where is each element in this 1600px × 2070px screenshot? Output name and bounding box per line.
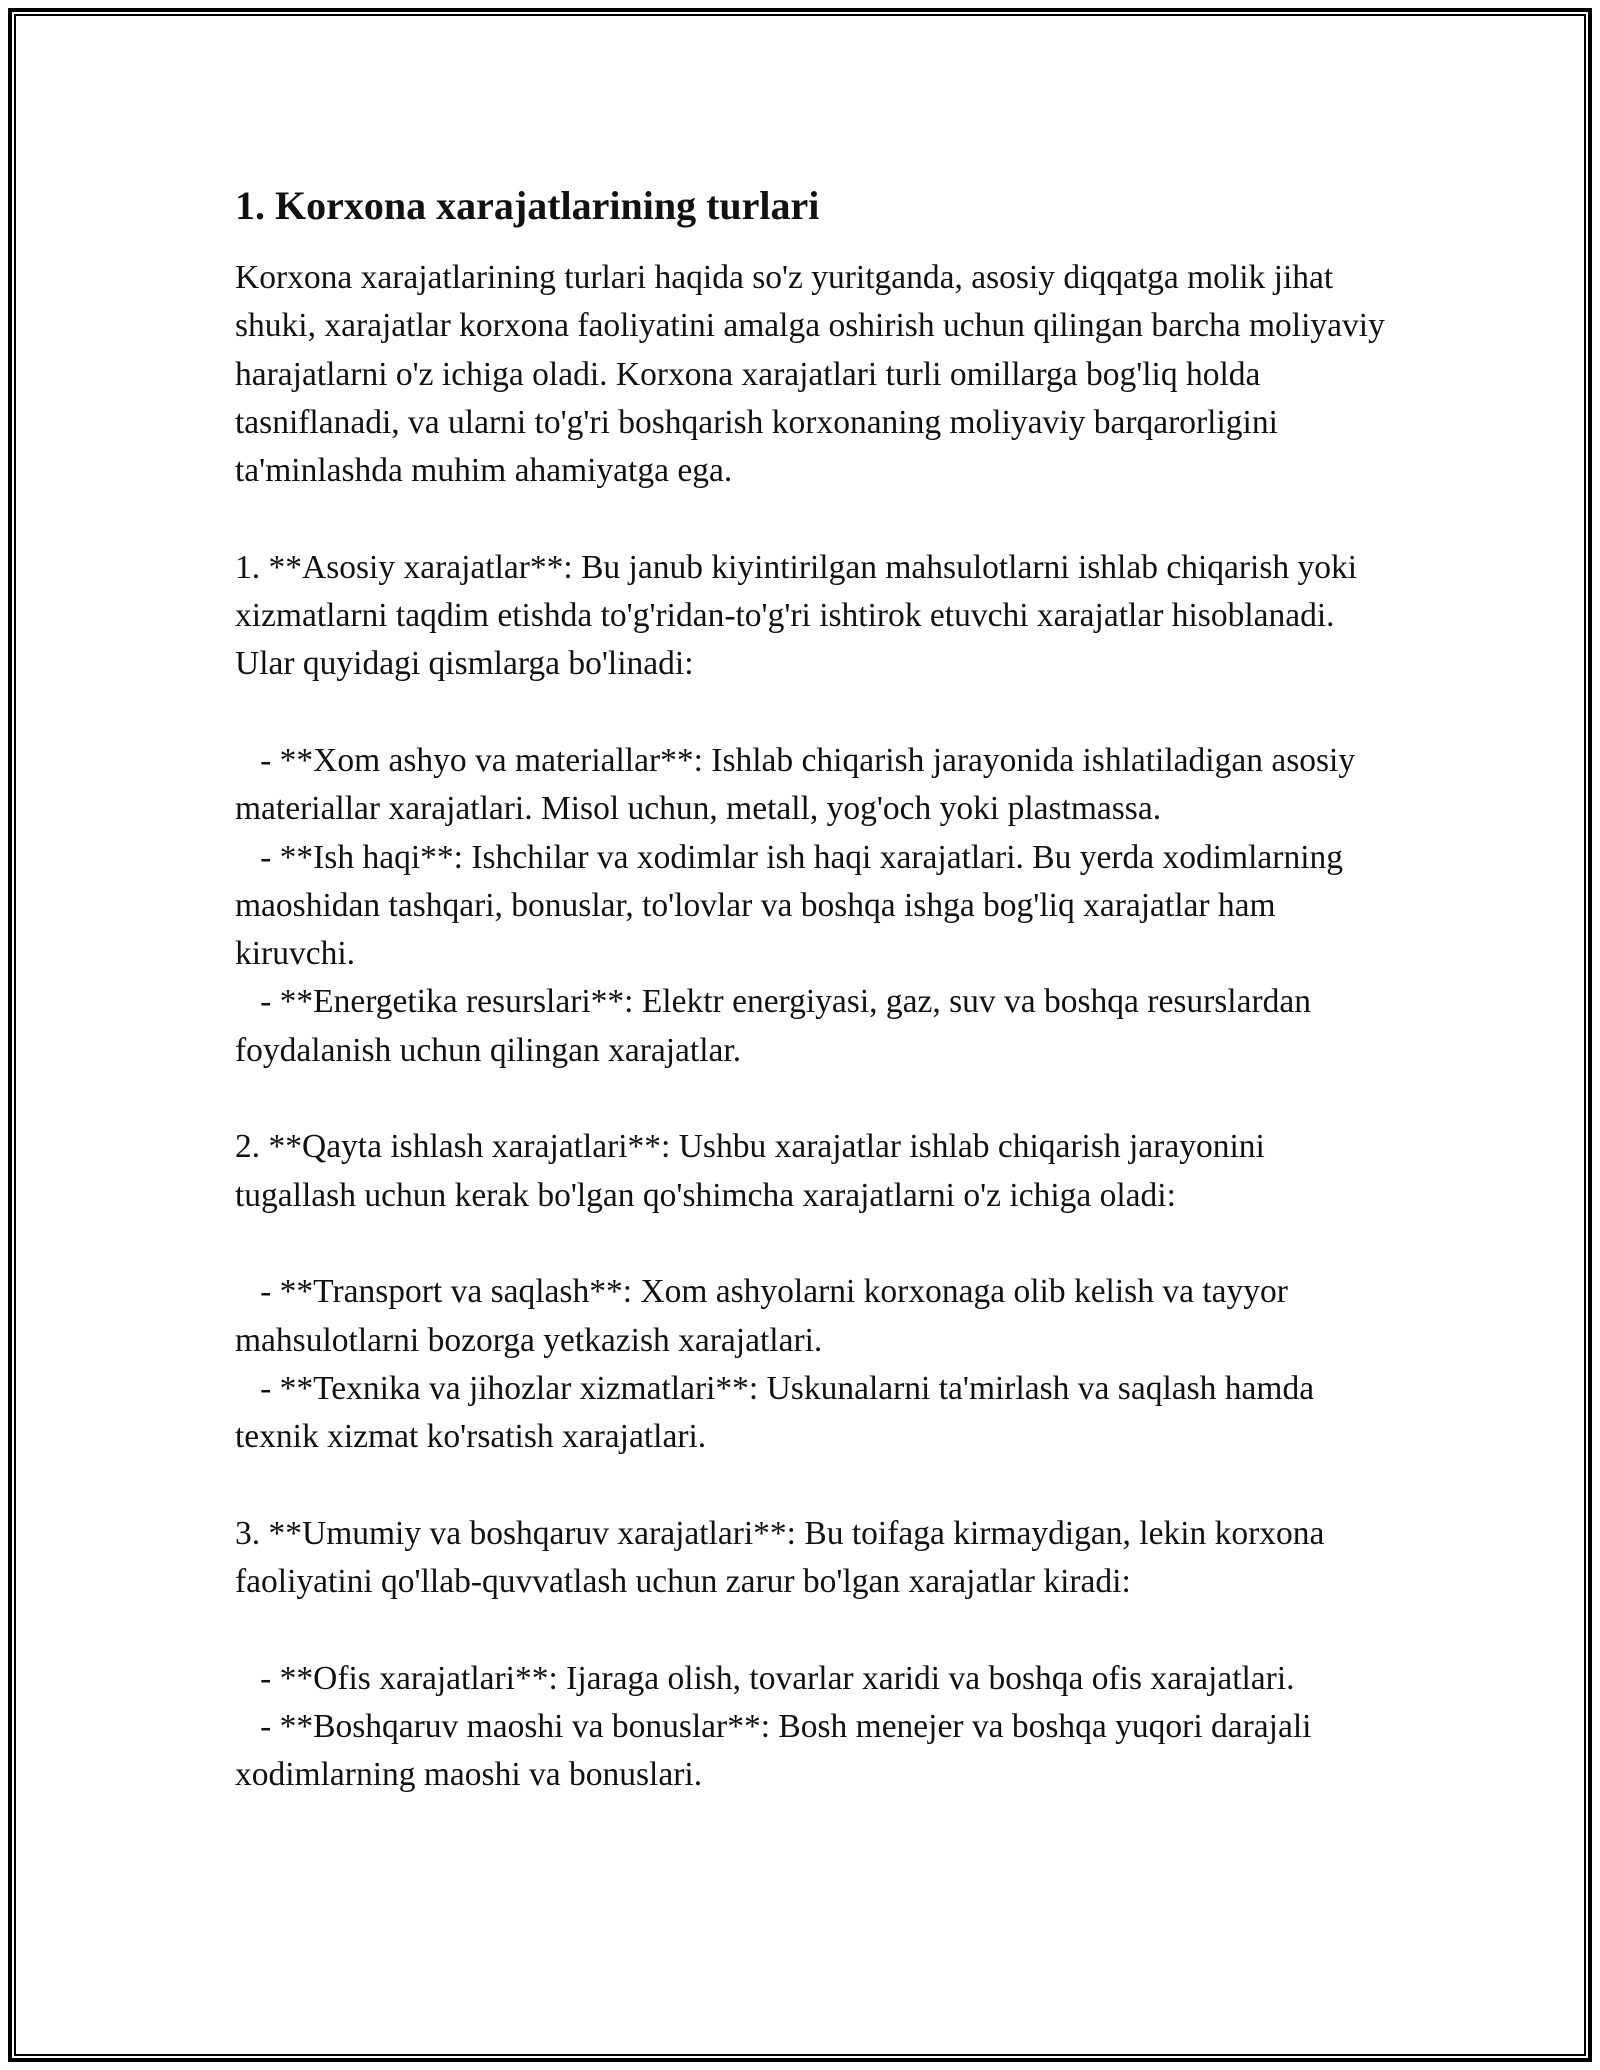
section-1-item-wages: - **Ish haqi**: Ishchilar va xodimlar ish haqi xarajatlari. Bu yerda xodimlarning maoshidan tashqari, bonuslar, to'lovlar va boshqa ishga bog'liq xarajatlar ham kiruvchi.	[235, 838, 1352, 973]
paragraph-gap	[235, 1606, 1385, 1654]
document-title: 1. Korxona xarajatlarining turlari	[235, 183, 820, 228]
paragraph-gap	[235, 689, 1385, 737]
section-1-heading: 1. **Asosiy xarajatlar**: Bu janub kiyintirilgan mahsulotlarni ishlab chiqarish yoki xizmatlarni taqdim etishda to'g'ridan-to'g'ri ishtirok etuvchi xarajatlar hisoblanadi. Ular quyidagi qismlarga bo'linadi:	[235, 548, 1366, 683]
section-1-item-raw-materials: - **Xom ashyo va materiallar**: Ishlab chiqarish jarayonida ishlatiladigan asosiy materiallar xarajatlari. Misol uchun, metall, yog'och yoki plastmassa.	[235, 741, 1364, 828]
intro-paragraph: Korxona xarajatlarining turlari haqida so'z yuritganda, asosiy diqqatga molik jihat shuki, xarajatlar korxona faoliyatini amalga oshirish uchun qilingan barcha moliyaviy harajatlarni o'z ichiga oladi. Korxona xarajatlari turli omillarga bog'liq holda tasniflanadi, va ularni to'g'ri boshqarish korxonaning moliyaviy barqarorligini ta'minlashda muhim ahamiyatga ega.	[235, 259, 1394, 490]
section-3-item-office: - **Ofis xarajatlari**: Ijaraga olish, tovarlar xaridi va boshqa ofis xarajatlari.	[235, 1659, 1295, 1697]
paragraph-gap	[235, 1461, 1385, 1509]
paragraph-gap	[235, 1075, 1385, 1123]
document-body	[235, 180, 1394, 1800]
section-3-heading: 3. **Umumiy va boshqaruv xarajatlari**: Bu toifaga kirmaydigan, lekin korxona faoliyatini qo'llab-quvvatlash uchun zarur bo'lgan xarajatlar kiradi:	[235, 1514, 1333, 1601]
section-1-item-energy: - **Energetika resurslari**: Elektr energiyasi, gaz, suv va boshqa resurslardan foydalanish uchun qilingan xarajatlar.	[235, 983, 1320, 1069]
section-3-item-management: - **Boshqaruv maoshi va bonuslar**: Bosh menejer va boshqa yuqori darajali xodimlarning maoshi va bonuslari.	[235, 1707, 1320, 1794]
paragraph-gap	[235, 495, 1385, 543]
section-2-item-equipment: - **Texnika va jihozlar xizmatlari**: Uskunalarni ta'mirlash va saqlash hamda texnik xizmat ko'rsatish xarajatlari.	[235, 1369, 1323, 1456]
section-2-heading: 2. **Qayta ishlash xarajatlari**: Ushbu xarajatlar ishlab chiqarish jarayonini tugallash uchun kerak bo'lgan qo'shimcha xarajatlarni o'z ichiga oladi:	[235, 1128, 1274, 1214]
section-2-item-transport: - **Transport va saqlash**: Xom ashyolarni korxonaga olib kelish va tayyor mahsulotlarni bozorga yetkazish xarajatlari.	[235, 1273, 1297, 1359]
paragraph-gap	[235, 1220, 1385, 1268]
